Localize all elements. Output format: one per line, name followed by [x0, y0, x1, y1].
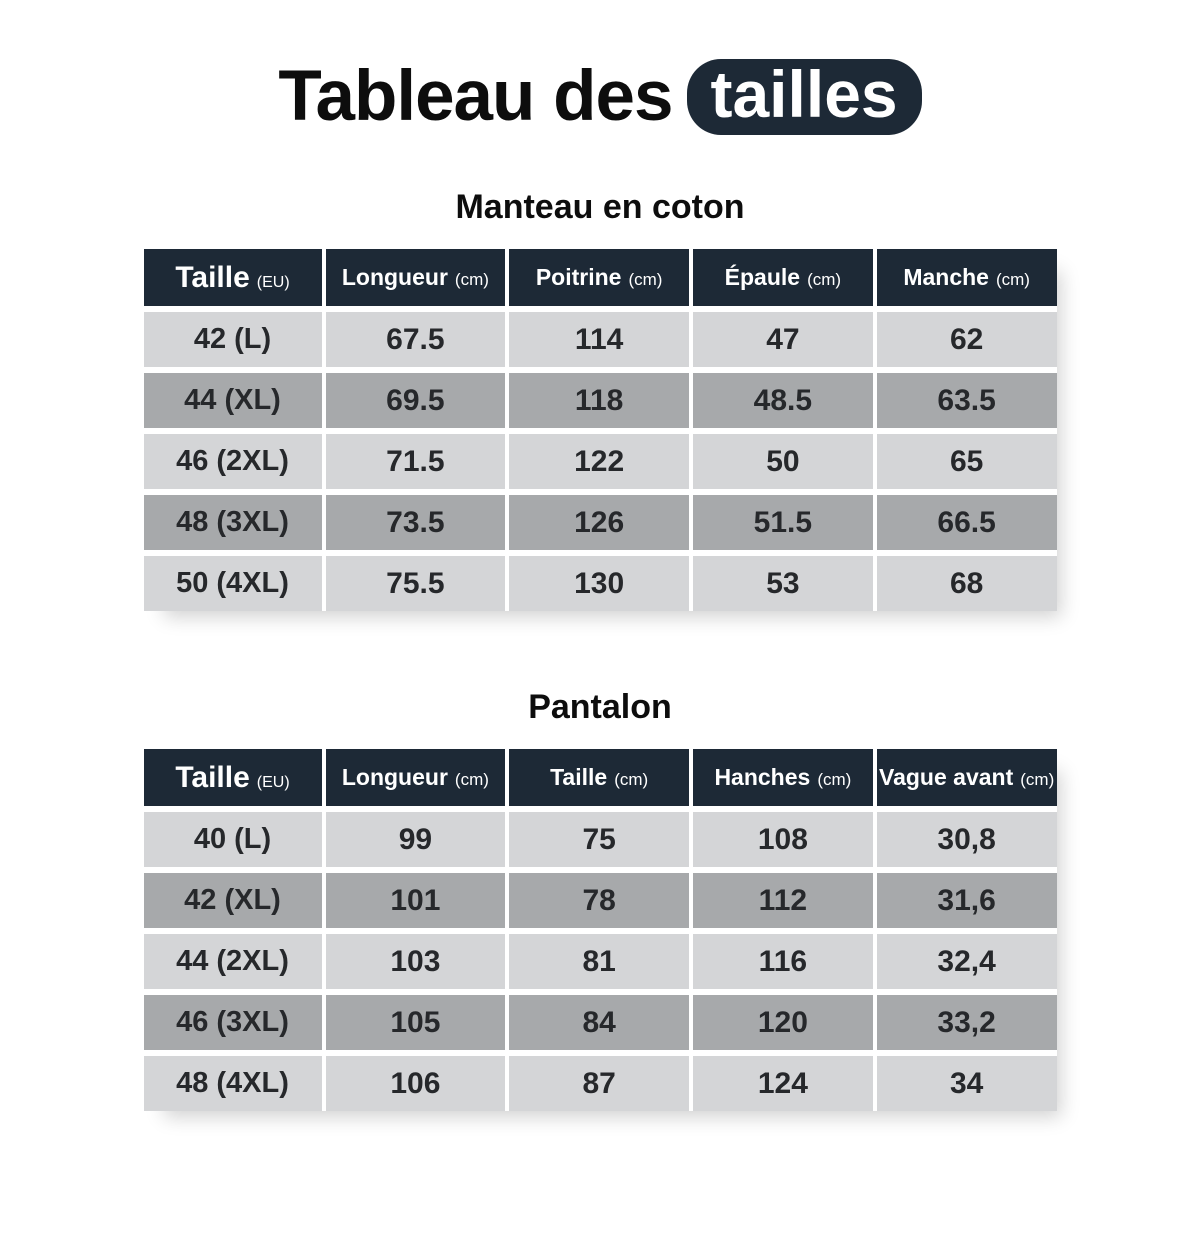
- cell-value: 63.5: [877, 373, 1057, 428]
- cell-value: 50: [693, 434, 873, 489]
- cell-value: 65: [877, 434, 1057, 489]
- cell-value: 124: [693, 1056, 873, 1111]
- cell-value: 47: [693, 312, 873, 367]
- cell-value: 84: [509, 995, 689, 1050]
- header-cell-taille-cm: Taille (cm): [509, 749, 689, 806]
- cell-size: 44 (2XL): [144, 934, 322, 989]
- cell-value: 130: [509, 556, 689, 611]
- coat-table-subtitle: Manteau en coton: [455, 188, 745, 226]
- cell-size: 46 (3XL): [144, 995, 322, 1050]
- cell-value: 106: [326, 1056, 506, 1111]
- cell-value: 120: [693, 995, 873, 1050]
- cell-value: 78: [509, 873, 689, 928]
- cell-value: 114: [509, 312, 689, 367]
- header-cell-epaule: Épaule (cm): [693, 249, 873, 306]
- size-chart-page: [0, 56, 1200, 1256]
- cell-value: 118: [509, 373, 689, 428]
- cell-value: 122: [509, 434, 689, 489]
- cell-size: 50 (4XL): [144, 556, 322, 611]
- pants-table-subtitle: Pantalon: [528, 688, 672, 726]
- cell-value: 71.5: [326, 434, 506, 489]
- cell-value: 75.5: [326, 556, 506, 611]
- cell-value: 66.5: [877, 495, 1057, 550]
- cell-value: 87: [509, 1056, 689, 1111]
- cell-value: 81: [509, 934, 689, 989]
- header-cell-taille-eu: Taille (EU): [144, 749, 322, 806]
- pants-size-table: [144, 749, 1057, 1111]
- cell-value: 112: [693, 873, 873, 928]
- cell-value: 116: [693, 934, 873, 989]
- cell-size: 46 (2XL): [144, 434, 322, 489]
- cell-value: 126: [509, 495, 689, 550]
- cell-value: 69.5: [326, 373, 506, 428]
- cell-value: 48.5: [693, 373, 873, 428]
- cell-value: 31,6: [877, 873, 1057, 928]
- cell-value: 34: [877, 1056, 1057, 1111]
- header-cell-manche: Manche (cm): [877, 249, 1057, 306]
- header-cell-longueur: Longueur (cm): [326, 749, 506, 806]
- header-cell-longueur: Longueur (cm): [326, 249, 506, 306]
- cell-value: 105: [326, 995, 506, 1050]
- cell-value: 99: [326, 812, 506, 867]
- cell-value: 103: [326, 934, 506, 989]
- cell-value: 101: [326, 873, 506, 928]
- cell-size: 48 (3XL): [144, 495, 322, 550]
- title-text: Tableau des: [278, 57, 673, 136]
- header-cell-vague-avant: Vague avant (cm): [877, 749, 1057, 806]
- header-cell-taille-eu: Taille (EU): [144, 249, 322, 306]
- cell-value: 32,4: [877, 934, 1057, 989]
- cell-value: 73.5: [326, 495, 506, 550]
- header-cell-poitrine: Poitrine (cm): [509, 249, 689, 306]
- header-cell-hanches: Hanches (cm): [693, 749, 873, 806]
- title-badge: tailles: [687, 59, 922, 135]
- cell-value: 108: [693, 812, 873, 867]
- cell-value: 30,8: [877, 812, 1057, 867]
- cell-size: 42 (XL): [144, 873, 322, 928]
- cell-value: 51.5: [693, 495, 873, 550]
- cell-size: 44 (XL): [144, 373, 322, 428]
- cell-value: 75: [509, 812, 689, 867]
- cell-value: 62: [877, 312, 1057, 367]
- cell-size: 40 (L): [144, 812, 322, 867]
- cell-value: 67.5: [326, 312, 506, 367]
- cell-size: 42 (L): [144, 312, 322, 367]
- cell-value: 53: [693, 556, 873, 611]
- page-title: [0, 56, 1200, 137]
- cell-value: 33,2: [877, 995, 1057, 1050]
- coat-size-table: [144, 249, 1057, 611]
- cell-size: 48 (4XL): [144, 1056, 322, 1111]
- cell-value: 68: [877, 556, 1057, 611]
